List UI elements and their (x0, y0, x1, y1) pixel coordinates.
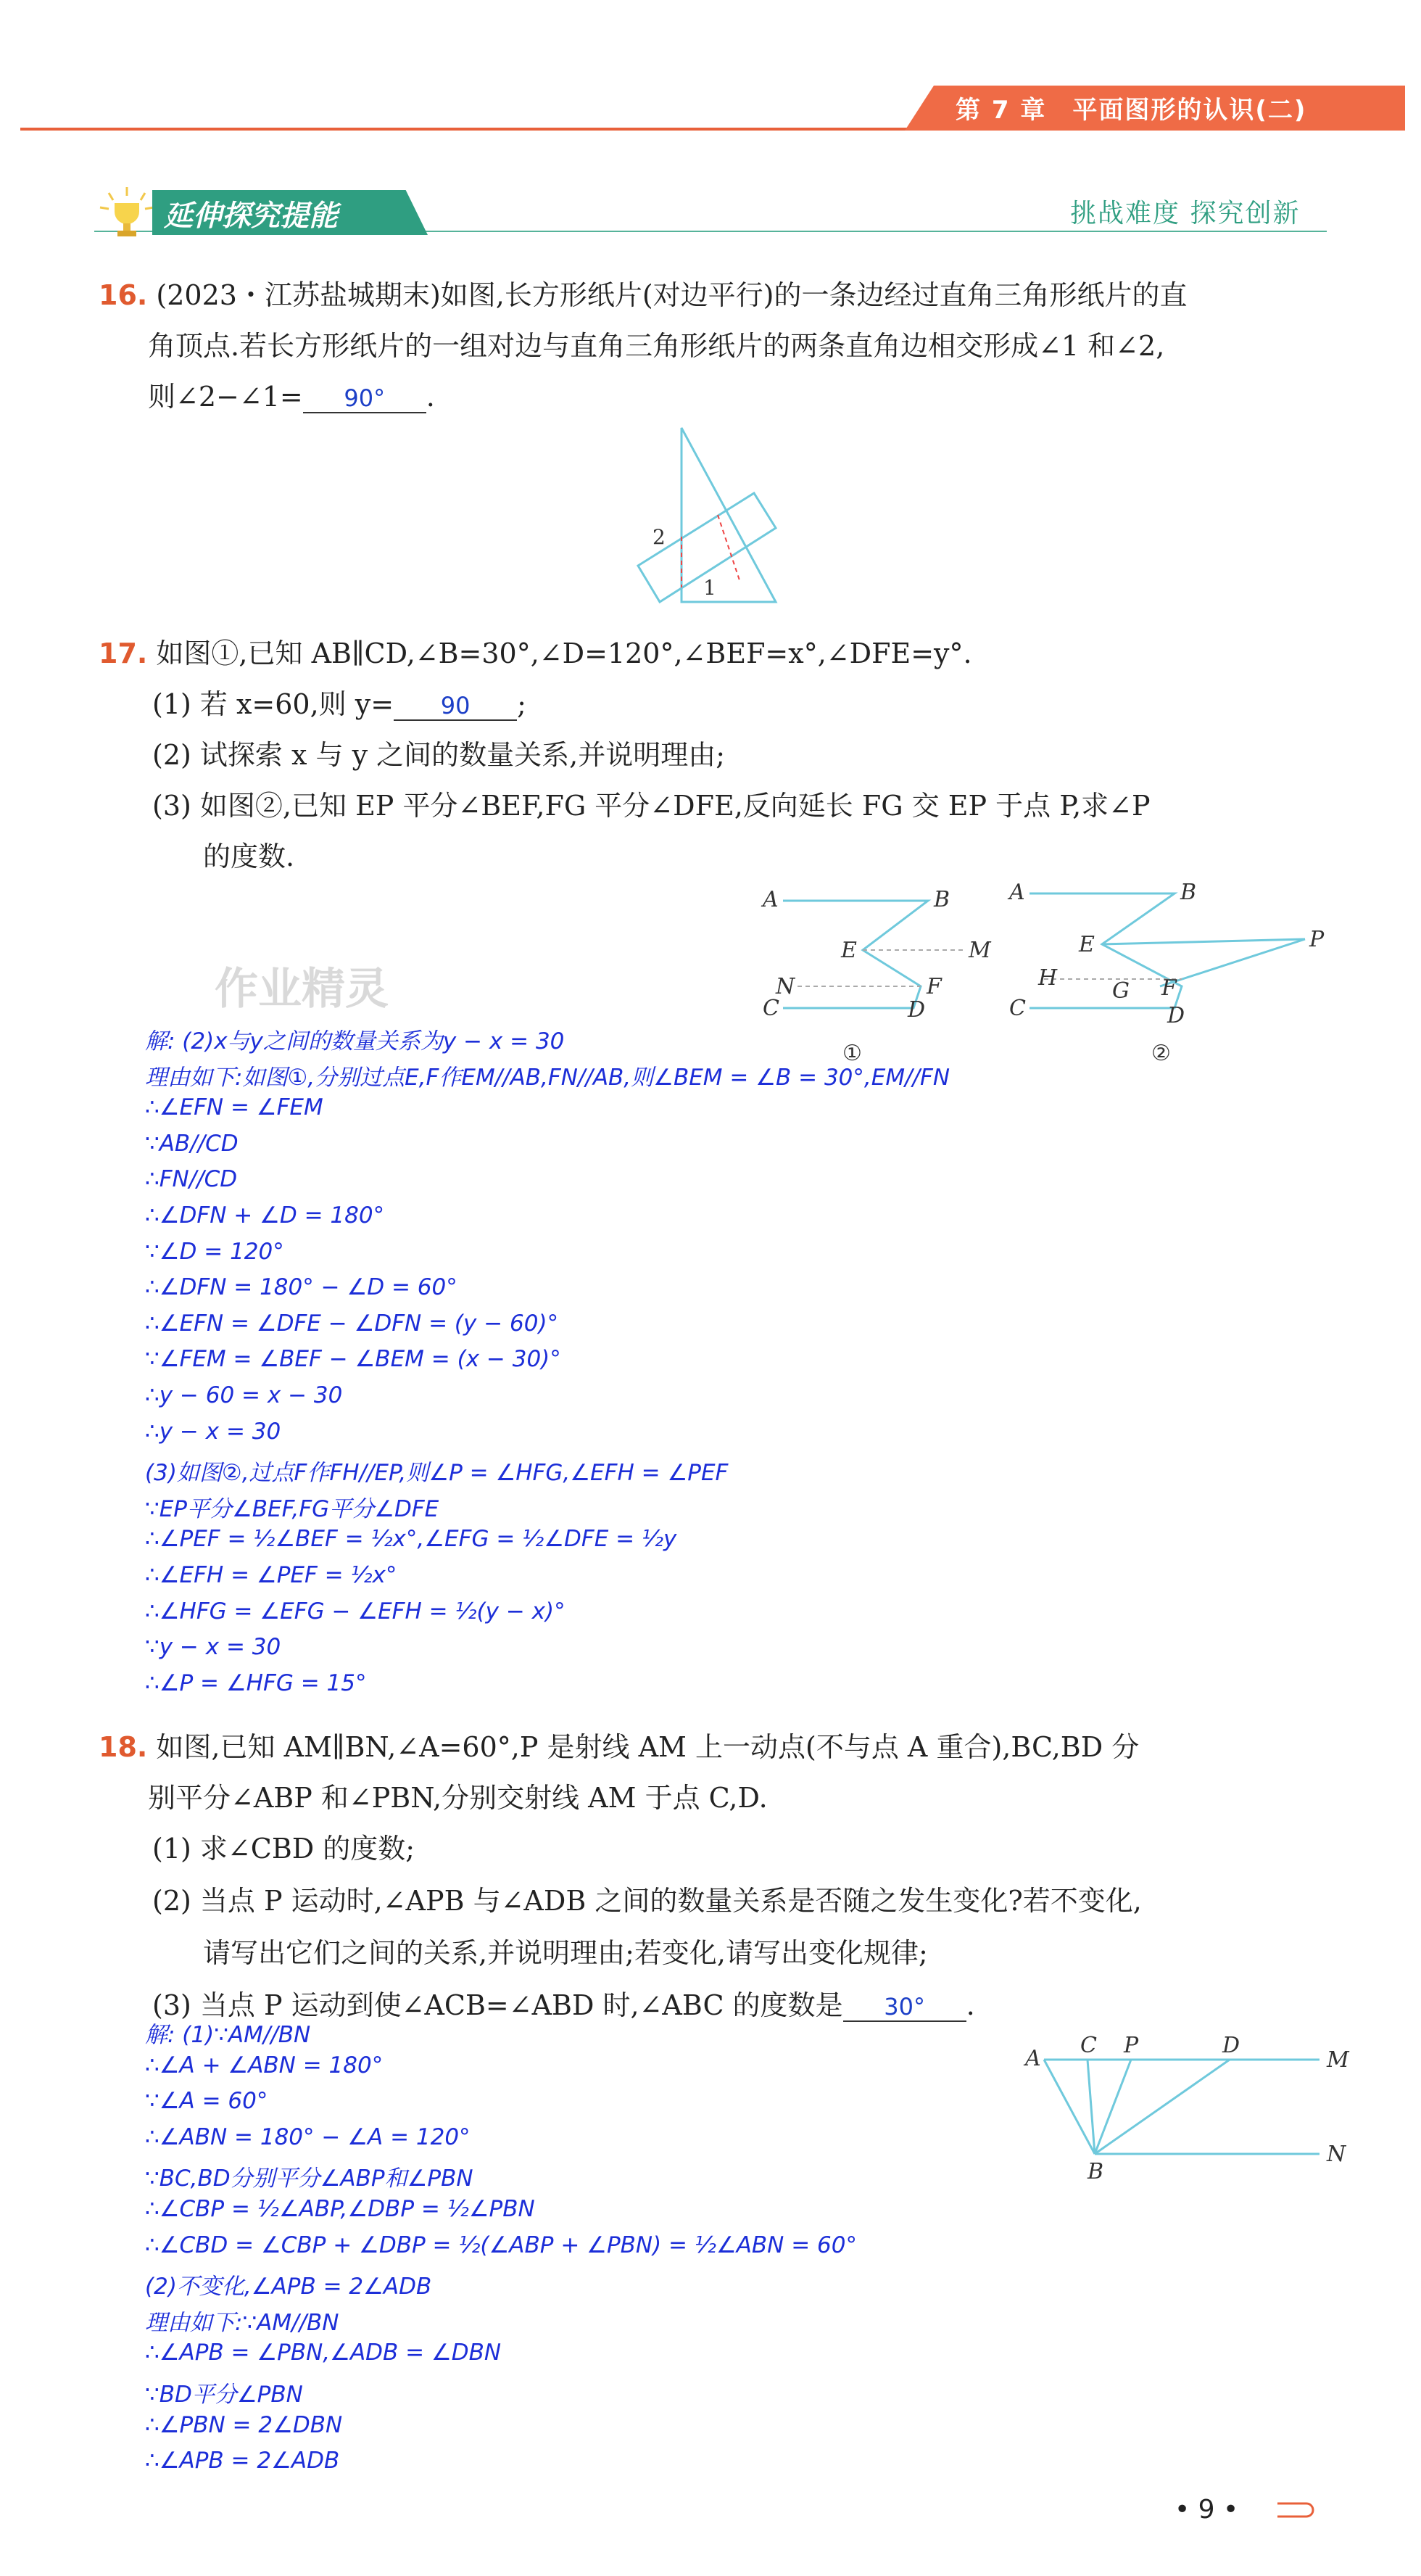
q17-solution-line: (3)如图②,过点F作FH//EP,则∠P = ∠HFG,∠EFH = ∠PEF (145, 1460, 729, 1487)
q18-fig-label-C: C (1080, 2033, 1097, 2058)
q18-solution-line: ∴∠A + ∠ABN = 180° (145, 2052, 384, 2078)
q17-part2: (2) 试探索 x 与 y 之间的数量关系,并说明理由; (152, 739, 726, 771)
q17-solution-line: ∵AB//CD (145, 1130, 239, 1157)
q17-solution-line: ∴∠DFN = 180° − ∠D = 60° (145, 1274, 457, 1301)
q16-answer-blank: 90° (303, 384, 426, 413)
q17-solution-line: ∵∠FEM = ∠BEF − ∠BEM = (x − 30)° (145, 1346, 561, 1373)
page-tab-icon (1276, 2499, 1317, 2521)
q16-line2: 角顶点.若长方形纸片的一组对边与直角三角形纸片的两条直角边相交形成∠1 和∠2, (148, 330, 1165, 362)
q17-part3-line1: (3) 如图②,已知 EP 平分∠BEF,FG 平分∠DFE,反向延长 FG 交 EP 于点 P,求∠P (152, 790, 1151, 822)
q18-solution-line: ∴∠APB = 2∠ADB (145, 2448, 340, 2474)
q18-solution-line: ∴∠ABN = 180° − ∠A = 120° (145, 2123, 471, 2150)
q18-solution-line: ∴∠CBD = ∠CBP + ∠DBP = ½(∠ABP + ∠PBN) = ½∠ABN = 60° (145, 2232, 857, 2258)
header-rule (20, 128, 934, 131)
q18-fig-label-A: A (1025, 2046, 1041, 2071)
page-number: • 9 • (1174, 2495, 1239, 2525)
q17-part3-line2: 的度数. (203, 841, 295, 872)
q17-solution-line: ∴∠EFN = ∠FEM (145, 1094, 323, 1121)
q16-line1: 16. (2023・江苏盐城期末)如图,长方形纸片(对边平行)的一条边经过直角三角形纸片的直 (99, 279, 1188, 311)
fig2-label-F: F (1161, 975, 1177, 1001)
q17-solution-line: ∴∠P = ∠HFG = 15° (145, 1669, 367, 1696)
chapter-title: 第 7 章 平面图形的认识(二) (956, 96, 1307, 125)
q18-fig-label-M: M (1327, 2047, 1349, 2073)
q18-solution-line: ∵∠A = 60° (145, 2088, 268, 2115)
q18-figure (1015, 2023, 1392, 2190)
q18-part2-line2: 请写出它们之间的关系,并说明理由;若变化,请写出变化规律; (203, 1937, 928, 1969)
q18-number: 18. (99, 1731, 148, 1763)
q17-solution-line: ∴y − x = 30 (145, 1418, 281, 1445)
fig1-label-F: F (927, 974, 942, 999)
q18-fig-label-D: D (1222, 2033, 1240, 2058)
q17-solution-line: ∴∠EFN = ∠DFE − ∠DFN = (y − 60)° (145, 1310, 559, 1337)
fig1-label-D: D (908, 997, 926, 1023)
q17-solution-line: 解: (2)x与y之间的数量关系为y − x = 30 (145, 1028, 565, 1054)
q18-part1: (1) 求∠CBD 的度数; (152, 1833, 415, 1865)
q17-solution-line: ∵∠D = 120° (145, 1238, 284, 1265)
q16-fig-label-1: 1 (703, 576, 716, 600)
fig1-label-B: B (934, 887, 950, 912)
q17-solution-line: ∴∠DFN + ∠D = 180° (145, 1202, 385, 1229)
q17-figure-1 (754, 878, 1015, 1073)
watermark: 作业精灵 (215, 964, 389, 1015)
q17-solution-line: ∴∠EFH = ∠PEF = ½x° (145, 1562, 397, 1588)
q18-line2: 别平分∠ABP 和∠PBN,分别交射线 AM 于点 C,D. (148, 1782, 768, 1814)
fig1-caption: ① (842, 1041, 862, 1066)
q17-number: 17. (99, 637, 148, 669)
q18-solution-line: (2)不变化,∠APB = 2∠ADB (145, 2274, 432, 2300)
q17-solution-line: ∴∠HFG = ∠EFG − ∠EFH = ½(y − x)° (145, 1598, 566, 1625)
fig1-label-E: E (841, 938, 857, 963)
q18-fig-label-N: N (1327, 2142, 1346, 2167)
q18-solution-line: ∴∠CBP = ½∠ABP,∠DBP = ½∠PBN (145, 2196, 535, 2222)
q18-line1: 18. 如图,已知 AM∥BN,∠A=60°,P 是射线 AM 上一动点(不与点 A 重合),BC,BD 分 (99, 1731, 1140, 1763)
fig2-label-P: P (1309, 927, 1325, 952)
fig1-label-M: M (969, 938, 991, 963)
q16-figure (631, 421, 790, 616)
q17-line1: 17. 如图①,已知 AB∥CD,∠B=30°,∠D=120°,∠BEF=x°,∠DFE=y°. (99, 637, 972, 669)
fig2-label-A: A (1009, 880, 1025, 905)
q17-solution-line: ∴y − 60 = x − 30 (145, 1382, 343, 1408)
fig1-label-C: C (763, 996, 779, 1021)
q18-answer-blank: 30° (843, 1993, 966, 2022)
q18-part2-line1: (2) 当点 P 运动时,∠APB 与∠ADB 之间的数量关系是否随之发生变化?若不变化, (152, 1885, 1142, 1917)
q18-solution-line: ∴∠PBN = 2∠DBN (145, 2411, 343, 2438)
q17-part1: (1) 若 x=60,则 y= 90 ; (152, 688, 526, 720)
fig2-label-C: C (1009, 996, 1026, 1021)
fig2-label-E: E (1079, 932, 1095, 957)
fig1-label-A: A (763, 887, 779, 912)
q17-solution-line: ∵EP平分∠BEF,FG平分∠DFE (145, 1495, 439, 1522)
fig1-label-N: N (776, 974, 795, 999)
q16-line3: 则∠2−∠1= 90° . (148, 381, 435, 413)
fig2-caption: ② (1151, 1041, 1171, 1066)
q18-solution-line: ∴∠APB = ∠PBN,∠ADB = ∠DBN (145, 2340, 502, 2366)
q17-figure-2 (1000, 878, 1334, 1073)
fig2-label-B: B (1180, 880, 1197, 905)
q18-solution-line: ∵BD平分∠PBN (145, 2382, 303, 2408)
q16-number: 16. (99, 279, 148, 311)
q18-fig-label-P: P (1124, 2033, 1139, 2058)
section-banner-subtitle: 挑战难度 探究创新 (1070, 199, 1301, 228)
q18-solution-line: ∵BC,BD分别平分∠ABP和∠PBN (145, 2166, 473, 2192)
q17-solution-line: ∴∠PEF = ½∠BEF = ½x°,∠EFG = ½∠DFE = ½y (145, 1526, 677, 1553)
q16-fig-label-2: 2 (652, 525, 666, 549)
q17-solution-line: ∴FN//CD (145, 1166, 238, 1193)
fig2-label-D: D (1167, 1003, 1185, 1028)
q18-part3: (3) 当点 P 运动到使∠ACB=∠ABD 时,∠ABC 的度数是 30° . (152, 1989, 975, 2021)
q18-solution-line: 理由如下:∵AM//BN (145, 2309, 339, 2336)
fig2-label-H: H (1038, 965, 1058, 991)
section-banner-title: 延伸探究提能 (164, 199, 338, 233)
q17-answer-blank: 90 (394, 692, 517, 721)
fig2-label-G: G (1112, 978, 1130, 1004)
trophy-icon (94, 184, 160, 242)
q18-fig-label-B: B (1088, 2159, 1104, 2184)
q17-solution-line: ∵y − x = 30 (145, 1634, 281, 1661)
q17-solution-line: 理由如下:如图①,分别过点E,F作EM//AB,FN//AB,则∠BEM = ∠B = 30°,EM//FN (145, 1064, 950, 1091)
q18-solution-line: 解: (1)∵AM//BN (145, 2022, 311, 2048)
